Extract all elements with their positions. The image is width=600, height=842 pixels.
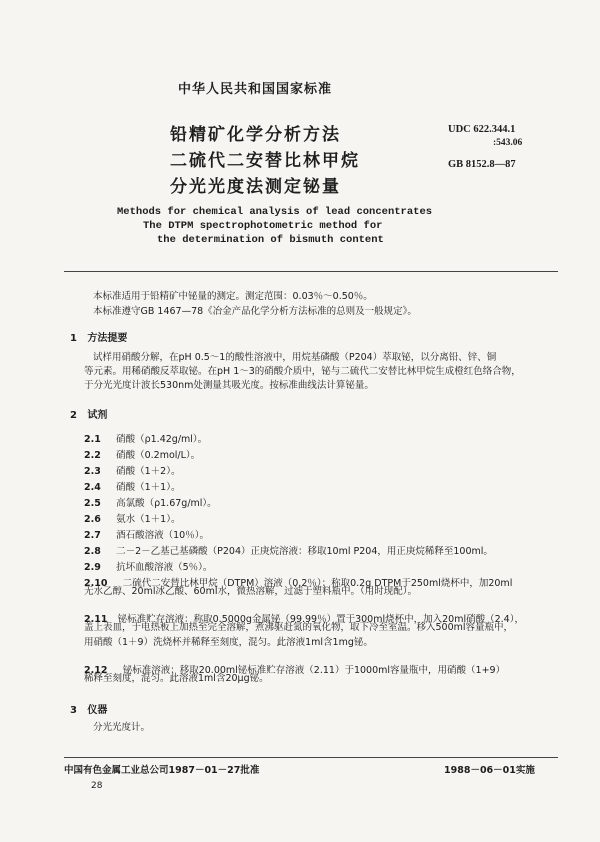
- section-1-title: 方法提要: [87, 333, 128, 344]
- section-3-title: 仪器: [87, 705, 108, 716]
- udc-label: UDC: [448, 124, 471, 135]
- header-divider: [64, 271, 558, 272]
- udc-value: 622.344.1: [473, 124, 516, 135]
- approval-date: 中国有色金属工业总公司1987－01－27批准: [64, 765, 260, 776]
- english-title-line-2: The DTPM spectrophotometric method for: [143, 220, 383, 232]
- implementation-date: 1988－06－01实施: [444, 765, 535, 776]
- english-title-line-3: the determination of bismuth content: [157, 234, 384, 246]
- section-3-heading: [70, 701, 107, 716]
- reagent-item-number: 2.7: [84, 530, 101, 541]
- title-line-3: 分光光度法测定铋量: [170, 177, 341, 197]
- national-standard-heading: 中华人民共和国国家标准: [178, 82, 333, 97]
- intro-scope: 本标准适用于铅精矿中铋量的测定。测定范围：0.03％～0.50％。: [93, 291, 373, 302]
- reagent-item-number: 2.9: [84, 562, 101, 573]
- reagent-item-text: 硝酸（1＋2）。: [116, 466, 181, 477]
- title-line-1: 铅精矿化学分析方法: [170, 125, 341, 145]
- reagent-item-text: 硝酸（ρ1.42g/ml）。: [116, 434, 208, 445]
- english-title-line-1: Methods for chemical analysis of lead concentrates: [117, 206, 433, 218]
- section-1-line-1: 试样用硝酸分解，在pH 0.5～1的酸性溶液中，用烷基磷酸（P204）萃取铋，以分离铅、锌、铜: [93, 352, 497, 363]
- reagent-item-text: 铋标准贮存溶液：称取0.5000g金属铋（99.99％）置于300ml烧杯中，加入20ml硝酸（2.4），: [117, 614, 524, 625]
- reagent-item-number: 2.3: [84, 466, 101, 477]
- section-1-line-2: 等元素。用稀硝酸反萃取铋。在pH 1～3的硝酸介质中，铋与二硫代二安替比林甲烷生成橙红色络合物，: [84, 366, 521, 377]
- section-1-heading: [70, 329, 127, 344]
- section-3-number: 3: [70, 705, 77, 716]
- reagent-item-number: 2.1: [84, 434, 101, 445]
- reagent-item-number: 2.8: [84, 546, 101, 557]
- section-1-line-3: 于分光光度计波长530nm处测量其吸光度。按标准曲线法计算铋量。: [84, 380, 374, 391]
- section-2-title: 试剂: [87, 410, 108, 421]
- reagent-item-text: 硝酸（1＋1）。: [116, 482, 181, 493]
- reagent-item-number: 2.10: [84, 578, 108, 589]
- reagent-item-text: 二－2－乙基己基磷酸（P204）正庚烷溶液：移取10ml P204，用正庚烷稀释至100ml。: [116, 546, 493, 557]
- reagent-item-text: 铋标准溶液：移取20.00ml铋标准贮存溶液（2.11）于1000ml容量瓶中，用硝酸（1+9）: [122, 665, 506, 676]
- reagent-item-number: 2.12: [84, 665, 108, 676]
- section-3-text: 分光光度计。: [93, 722, 151, 733]
- section-2-number: 2: [70, 410, 77, 421]
- section-1-number: 1: [70, 333, 77, 344]
- reagent-item-number: 2.2: [84, 450, 101, 461]
- reagent-item-2-10-continued: 无水乙醇、20ml冰乙酸、60ml水，微热溶解，过滤于塑料瓶中。（用时现配）。: [84, 586, 417, 597]
- reagent-item-2-11-continued: 用硝酸（1＋9）洗烧杯并稀释至刻度，混匀。此溶液1ml含1mg铋。: [84, 637, 373, 648]
- reagent-item-number: 2.11: [84, 614, 108, 625]
- reagent-item-2-12-continued: 稀释至刻度，混匀。此溶液1ml含20μg铋。: [84, 673, 269, 684]
- reagent-item-text: 二硫代二安替比林甲烷（DTPM）溶液（0.2％）：称取0.2g DTPM于250ml烧杯中，加20ml: [122, 578, 513, 589]
- reagent-item-number: 2.4: [84, 482, 101, 493]
- reagent-item-number: 2.6: [84, 514, 101, 525]
- udc-value-continued: :543.06: [493, 138, 523, 148]
- reagent-item-text: 氨水（1＋1）。: [116, 514, 181, 525]
- reagent-item-text: 抗坏血酸溶液（5％）。: [116, 562, 213, 573]
- reagent-item-text: 酒石酸溶液（10％）。: [116, 530, 209, 541]
- intro-reference: 本标准遵守GB 1467—78《冶金产品化学分析方法标准的总则及一般规定》。: [93, 306, 417, 317]
- page-number: 28: [91, 781, 103, 791]
- footer-divider: [64, 757, 558, 758]
- reagent-item-2-11-continued: 盖上表皿，于电热板上加热至完全溶解，煮沸驱赶氮的氧化物，取下冷至室温。移入500ml容量瓶中，: [84, 622, 514, 633]
- title-line-2: 二硫代二安替比林甲烷: [170, 151, 360, 171]
- udc-code: [448, 124, 515, 136]
- reagent-item-text: 高氯酸（ρ1.67g/ml）。: [116, 498, 217, 509]
- section-2-heading: [70, 406, 107, 421]
- gb-number: GB 8152.8—87: [448, 159, 516, 170]
- reagent-item-number: 2.5: [84, 498, 101, 509]
- reagent-item-text: 硝酸（0.2mol/L）。: [116, 450, 201, 461]
